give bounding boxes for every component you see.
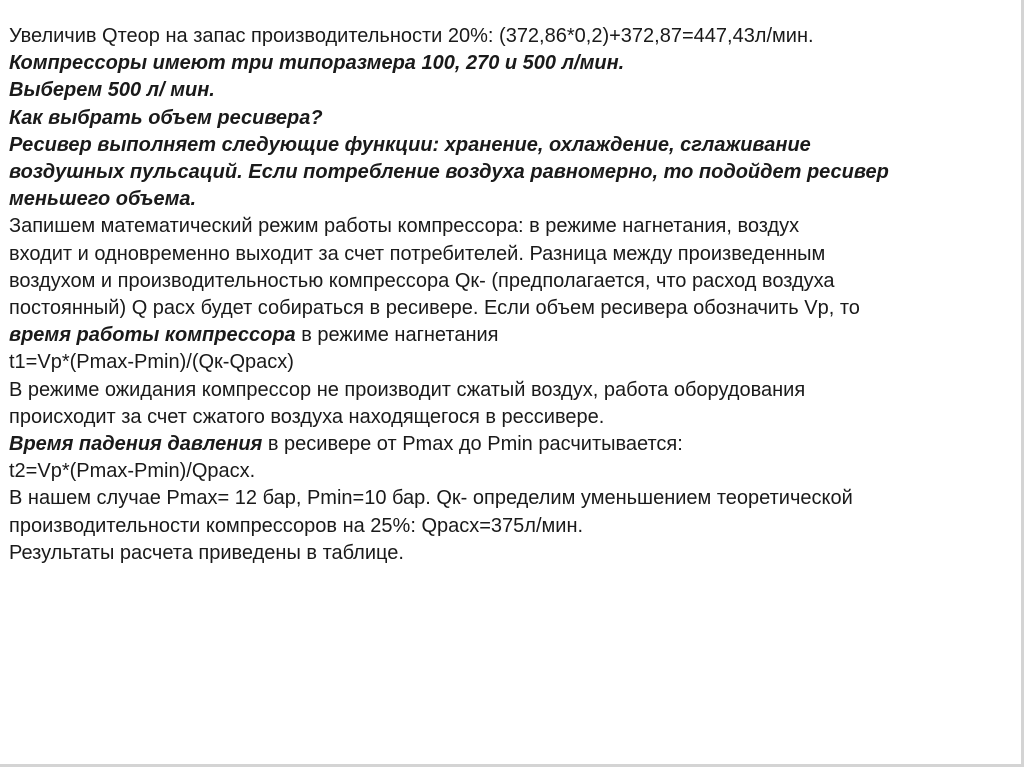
text-line bbox=[9, 540, 1009, 567]
emphasis-text: Время падения давления bbox=[9, 433, 263, 456]
text-run: В режиме ожидания компрессор не производит сжатый воздух, работа оборудования bbox=[9, 378, 806, 401]
text-run: В нашем случае Pmax= 12 бар, Pmin=10 бар. Qк- определим уменьшением теоретической bbox=[9, 487, 853, 510]
text-line bbox=[9, 295, 1009, 322]
text-run: Ресивер выполняет следующие функции: хранение, охлаждение, сглаживание bbox=[9, 133, 811, 156]
text-run: Увеличив Qтеор на запас производительности 20%: (372,86*0,2)+372,87=447,43л/мин. bbox=[9, 25, 814, 47]
text-run: в режиме нагнетания bbox=[295, 324, 499, 347]
text-run: t1=Vр*(Pmax-Pmin)/(Qк-Qрасх) bbox=[9, 351, 294, 374]
text-line bbox=[9, 349, 1009, 376]
text-line bbox=[9, 105, 1009, 132]
text-line bbox=[9, 513, 1009, 540]
text-line bbox=[9, 431, 1009, 458]
text-run: Запишем математический режим работы компрессора: в режиме нагнетания, воздух bbox=[9, 215, 800, 238]
text-line bbox=[9, 159, 1009, 186]
text-line bbox=[9, 23, 1009, 50]
text-run: воздушных пульсаций. Если потребление воздуха равномерно, то подойдет ресивер bbox=[9, 161, 889, 184]
text-run: происходит за счет сжатого воздуха находящегося в рессивере. bbox=[9, 405, 605, 428]
text-run: в ресивере от Pmax до Pmin расчитывается: bbox=[262, 433, 683, 456]
text-run: постоянный) Q расх будет собираться в ресивере. Если объем ресивера обозначить Vр, то bbox=[9, 297, 860, 320]
text-line bbox=[9, 377, 1009, 404]
text-run: производительности компрессоров на 25%: Qрасх=375л/мин. bbox=[9, 514, 584, 537]
text-line bbox=[9, 186, 1009, 213]
text-line bbox=[9, 50, 1009, 77]
text-run: t2=Vр*(Pmax-Pmin)/Qрасх. bbox=[9, 460, 256, 483]
text-run: входит и одновременно выходит за счет потребителей. Разница между произведенным bbox=[9, 242, 826, 265]
text-line bbox=[9, 213, 1009, 240]
text-line bbox=[9, 458, 1009, 485]
text-line bbox=[9, 485, 1009, 512]
text-line bbox=[9, 268, 1009, 295]
text-run: Как выбрать объем ресивера? bbox=[9, 106, 323, 129]
text-run: Компрессоры имеют три типоразмера 100, 270 и 500 л/мин. bbox=[9, 52, 625, 75]
text-run: меньшего объема. bbox=[9, 188, 197, 211]
text-run: Выберем 500 л/ мин. bbox=[9, 79, 215, 102]
slide-text bbox=[9, 23, 1009, 567]
text-run: Результаты расчета приведены в таблице. bbox=[9, 541, 404, 564]
text-line bbox=[9, 404, 1009, 431]
text-line bbox=[9, 77, 1009, 104]
text-line bbox=[9, 322, 1009, 349]
text-line bbox=[9, 241, 1009, 268]
text-line bbox=[9, 132, 1009, 159]
text-run: воздухом и производительностью компрессора Qк- (предполагается, что расход воздуха bbox=[9, 269, 835, 292]
emphasis-text: время работы компрессора bbox=[9, 324, 296, 347]
